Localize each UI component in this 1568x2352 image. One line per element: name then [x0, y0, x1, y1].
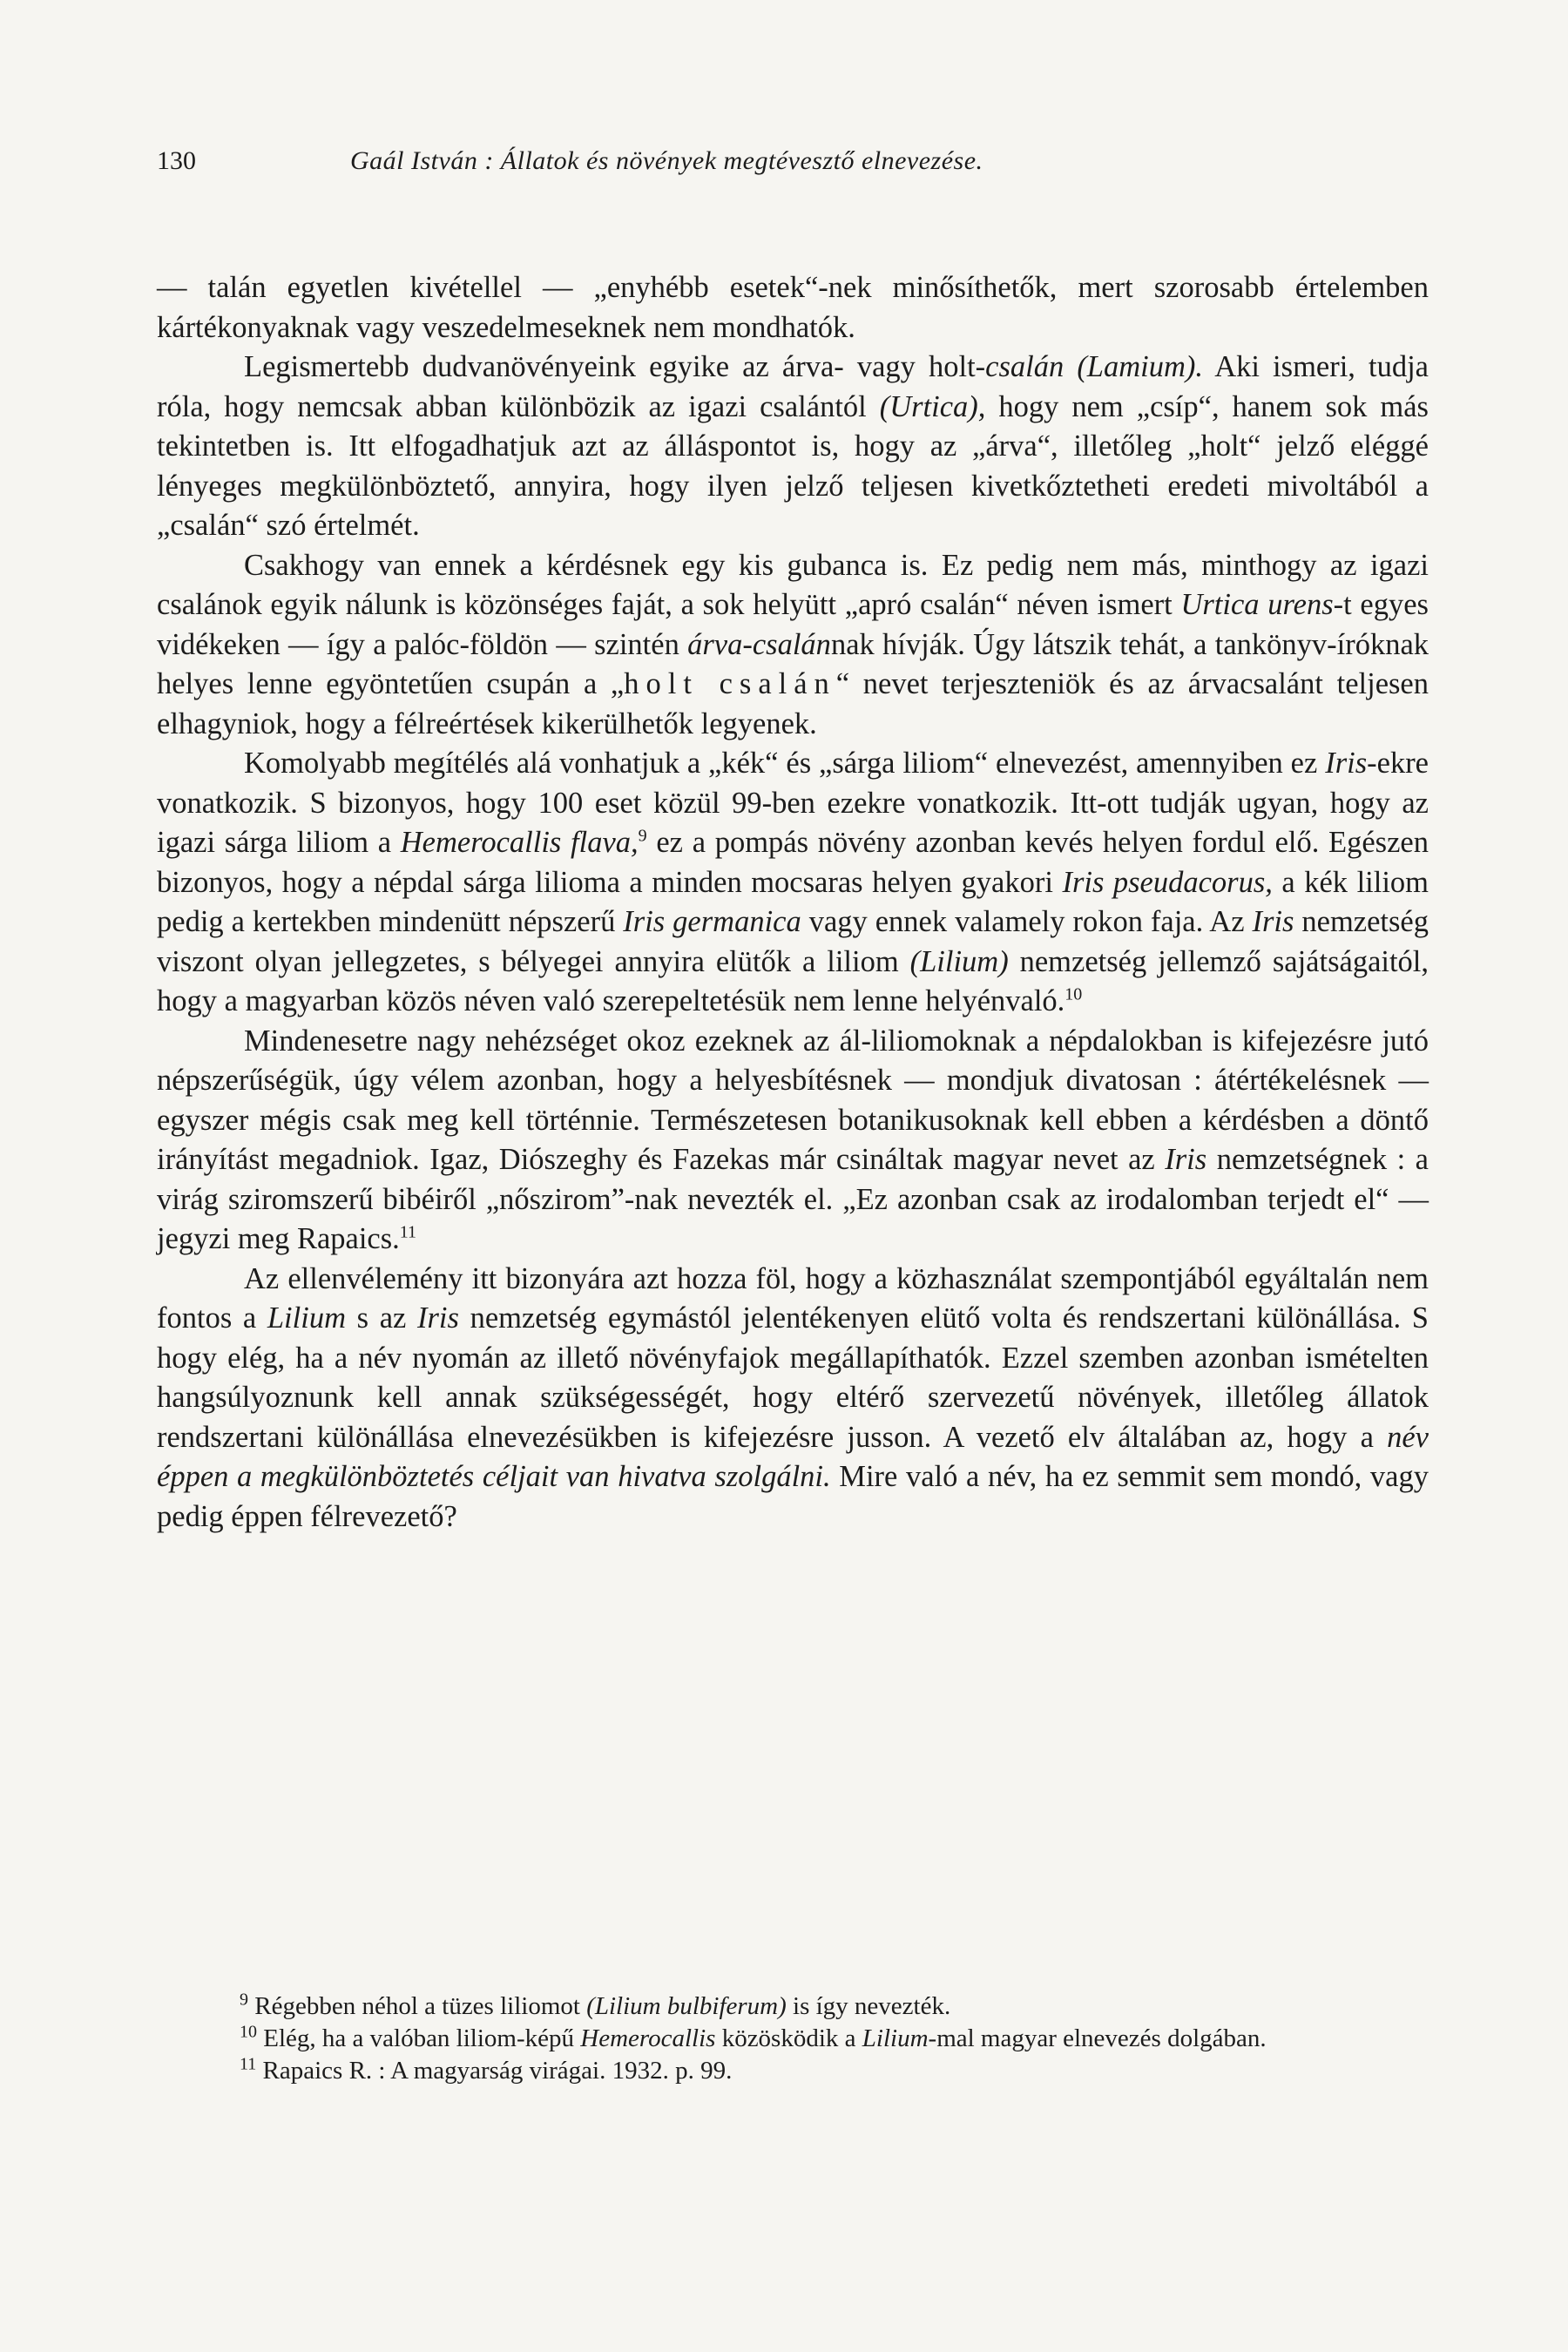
text-run: -t egyes vidékeken — így a palóc-földön — szintén	[157, 588, 1429, 661]
paragraph-1	[157, 268, 1429, 348]
page-number: 130	[157, 146, 196, 175]
footnote-number: 10	[240, 2022, 257, 2042]
text-run: Elég, ha a valóban liliom-képű	[257, 2024, 581, 2052]
text-run: Mire való a név, ha ez semmit sem mondó, vagy pedig éppen félrevezető?	[157, 1460, 1429, 1533]
text-run: Mindenesetre nagy nehézséget okoz ezeknek az ál-liliomoknak a népdalokban is kifejezésre jutó népszerűségük, úgy vélem azonban, hogy a helyesbítésnek — mondjuk divatosan : átértékelésnek — egyszer mégis csak meg kell történnie. Természetesen botanikusoknak kell ebben a kérdésben a döntő irányítást megadniok. Igaz, Diószeghy és Fazekas már csináltak magyar nevet az	[157, 1024, 1429, 1176]
italic-emphasis: név éppen a megkülönböztetés céljait van hivatva szolgálni.	[157, 1420, 1429, 1493]
text-run: közösködik a	[715, 2024, 862, 2052]
running-title: Gaál István : Állatok és növények megtévesztő elnevezése.	[350, 146, 983, 175]
footnote-ref: 11	[399, 1222, 417, 1242]
text-run: Komolyabb megítélés alá vonhatjuk a „kék“ és „sárga liliom“ elnevezést, amennyiben ez	[244, 747, 1326, 780]
footnote-number: 11	[240, 2054, 257, 2074]
text-run: hogy nem „csíp“, hanem sok más tekintetben is. Itt elfogadhatjuk azt az álláspontot is, hogy az „árva“, illetőleg „holt“ jelző eléggé lényeges megkülönböztető, annyira, hogy ilyen jelző teljesen kivetkőztetheti eredeti mivoltából a „csalán“ szó értelmét.	[157, 389, 1429, 542]
text-run: — talán egyetlen kivétellel — „enyhébb esetek“-nek minősíthetők, mert szorosabb értelemben kártékonyaknak vagy veszedelmeseknek nem mondhatók.	[157, 271, 1429, 344]
footnote-9	[157, 1990, 1429, 2023]
text-run: ez a pompás növény azonban kevés helyen fordul elő. Egészen bizonyos, hogy a népdal sárga liliomа a minden mocsaras helyen gyakori	[157, 826, 1429, 899]
italic-term: Urtica urens	[1180, 588, 1334, 621]
paragraph-2	[157, 348, 1429, 546]
text-run: a kék liliom pedig a kertekben mindenütt népszerű	[157, 865, 1429, 938]
italic-term: Iris	[1165, 1143, 1207, 1176]
text-run: vagy ennek valamely rokon faja. Az	[801, 905, 1253, 938]
paragraph-6	[157, 1260, 1429, 1538]
text-run: nak hívják. Úgy látszik tehát, a tankönyv-íróknak helyes lenne egyöntetűen csupán a „	[157, 627, 1429, 700]
italic-term: Iris germanica	[623, 905, 801, 938]
paragraph-5	[157, 1022, 1429, 1260]
text-run: nemzetség jellemző sajátságaitól, hogy a magyarban közös néven való szerepeltetésük nem lenne helyénvaló.	[157, 944, 1429, 1017]
italic-term: Iris pseudacorus,	[1062, 865, 1273, 899]
text-run: Aki ismeri, tudja róla, hogy nemcsak abban különbözik az igazi csalántól	[157, 350, 1429, 423]
footnote-ref: 10	[1064, 984, 1083, 1004]
text-run: nemzetség viszont olyan jellegzetes, s bélyegei annyira elütők a liliom	[157, 905, 1429, 978]
text-run: Régebben néhol a tüzes liliomot	[248, 1992, 587, 2020]
body-text	[157, 268, 1429, 1537]
text-run: nemzetségnek : a virág sziromszerű bibéiről „nősziromˮ-nak nevezték el. „Ez azonban csak az irodalomban terjedt el“ — jegyzi meg Rapaics.	[157, 1143, 1429, 1255]
italic-term: (Lilium)	[909, 944, 1009, 978]
text-run: s az	[345, 1301, 417, 1335]
text-run: is így nevezték.	[786, 1992, 951, 2020]
italic-term: Iris	[1252, 905, 1294, 938]
text-run: Rapaics R. : A magyarság virágai. 1932. p. 99.	[256, 2057, 733, 2085]
italic-term: Lilium	[267, 1301, 346, 1335]
text-run: -ekre vonatkozik. S bizonyos, hogy 100 eset közül 99-ben ezekre vonatkozik. Itt-ott tudják ugyan, hogy az igazi sárga liliom a	[157, 747, 1429, 859]
footnotes	[157, 1990, 1429, 2087]
text-run: Legismertebb dudvanövényeink egyike az árva- vagy holt-	[244, 350, 986, 383]
italic-term: Lilium	[862, 2024, 929, 2052]
page-header	[157, 146, 1429, 181]
italic-term: Hemerocallis	[580, 2024, 716, 2052]
italic-term: csalán (Lamium).	[985, 350, 1204, 383]
italic-term: Iris	[1325, 747, 1368, 780]
text-run: Csakhogy van ennek a kérdésnek egy kis gubanca is. Ez pedig nem más, minthogy az igazi csalánok egyik nálunk is közönséges faját, a sok helyütt „apró csalán“ néven ismert	[157, 548, 1429, 621]
italic-term: (Lilium bulbiferum)	[586, 1992, 787, 2020]
footnote-10	[157, 2023, 1429, 2055]
text-run: Az ellenvélemény itt bizonyára azt hozza föl, hogy a közhasználat szempontjából egyáltalán nem fontos a	[157, 1261, 1429, 1335]
italic-term: árva-csalán	[687, 627, 831, 661]
paragraph-4	[157, 744, 1429, 1022]
footnote-number: 9	[240, 1990, 248, 2010]
italic-term: (Urtica),	[879, 389, 986, 423]
text-run: “ nevet terjeszteniök és az árvacsalánt teljesen elhagyniok, hogy a félreértések kikerülhetők legyenek.	[157, 667, 1429, 740]
footnote-ref: 9	[638, 826, 647, 846]
text-run: -mal magyar elnevezés dolgában.	[928, 2024, 1267, 2052]
text-run: nemzetség egymástól jelentékenyen elütő volta és rendszertani különállása. S hogy elég, ha a név nyomán az illető növényfajok megállapíthatók. Ezzel szemben azonban ismételten hangsúlyoznunk kell annak szükségességét, hogy eltérő szervezetű növények, illetőleg állatok rendszertani különállása elnevezésükben is kifejezésre jusson. A vezető elv általában az, hogy a	[157, 1301, 1429, 1454]
footnote-11	[157, 2055, 1429, 2087]
paragraph-3	[157, 546, 1429, 745]
italic-term: Hemerocallis flava,	[400, 826, 639, 859]
spaced-term: holt csalán	[624, 667, 836, 700]
italic-term: Iris	[417, 1301, 459, 1335]
